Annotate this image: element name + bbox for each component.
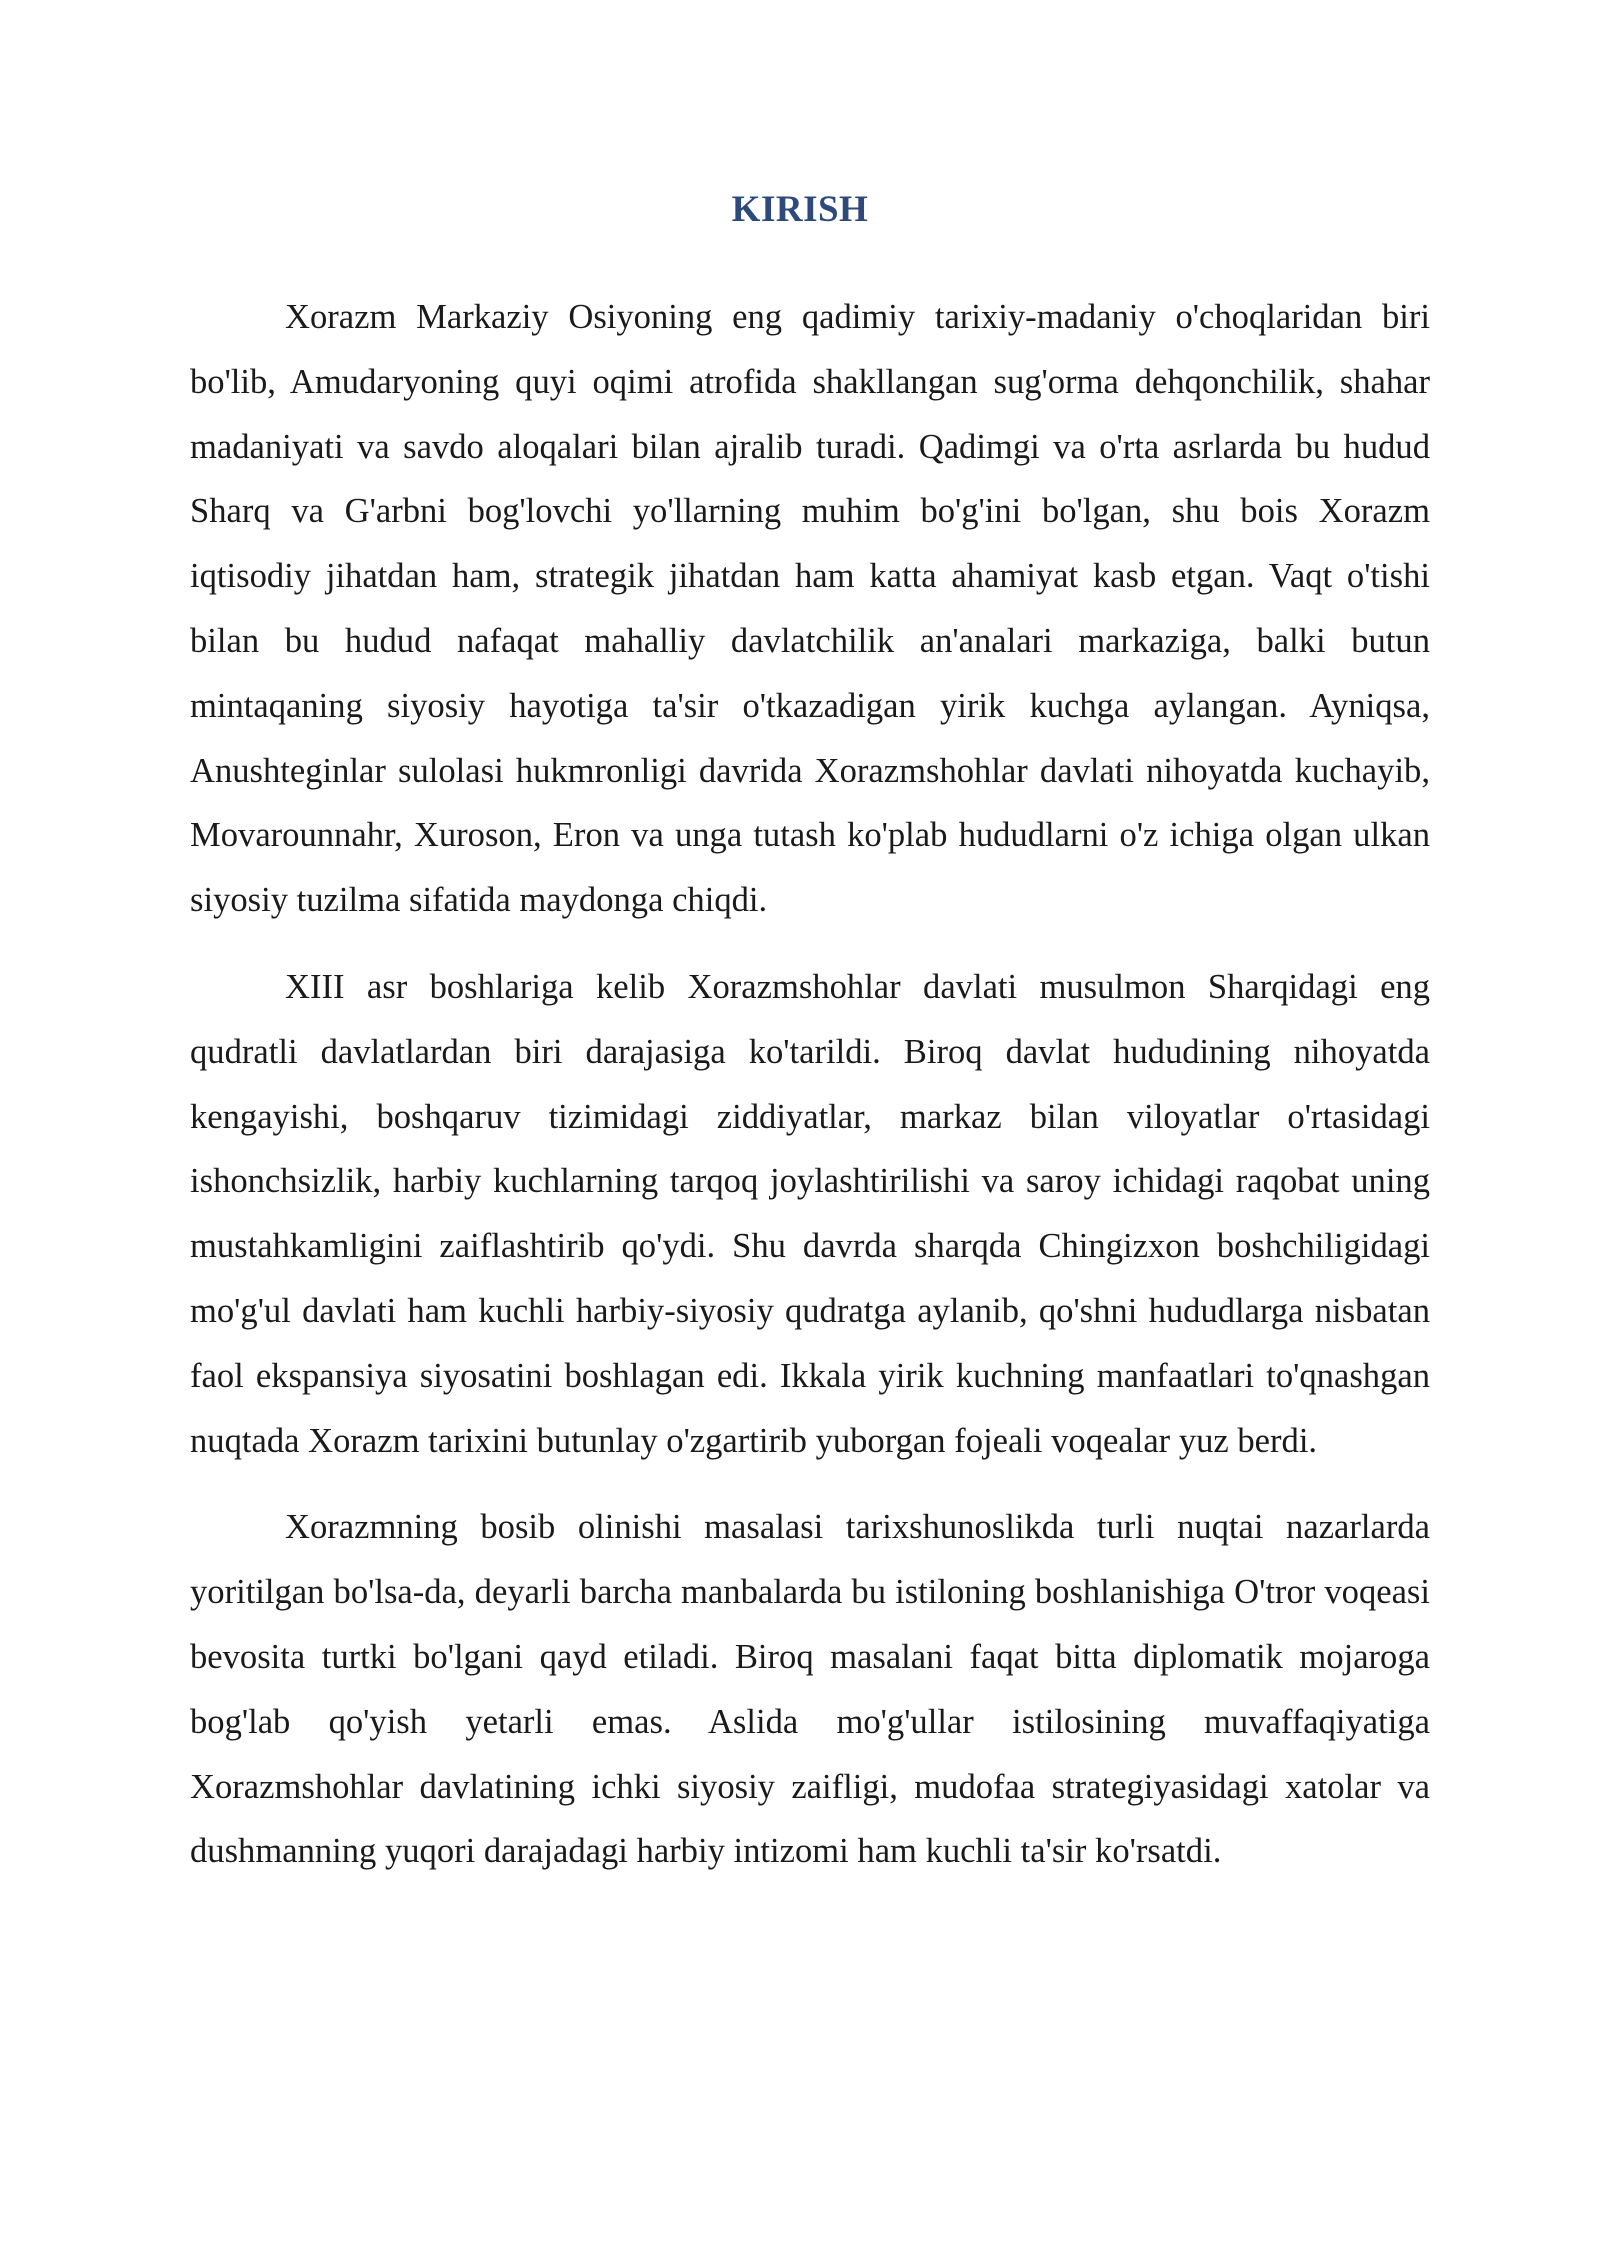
document-body [190,285,1430,1906]
paragraph-1: Xorazm Markaziy Osiyoning eng qadimiy tarixiy-madaniy o'choqlaridan biri bo'lib, Amudaryoning quyi oqimi atrofida shakllangan sug'orma dehqonchilik, shahar madaniyati va savdo aloqalari bilan ajralib turadi. Qadimgi va o'rta asrlarda bu hudud Sharq va G'arbni bog'lovchi yo'llarning muhim bo'g'ini bo'lgan, shu bois Xorazm iqtisodiy jihatdan ham, strategik jihatdan ham katta ahamiyat kasb etgan. Vaqt o'tishi bilan bu hudud nafaqat mahalliy davlatchilik an'analari markaziga, balki butun mintaqaning siyosiy hayotiga ta'sir o'tkazadigan yirik kuchga aylangan. Ayniqsa, Anushteginlar sulolasi hukmronligi davrida Xorazmshohlar davlati nihoyatda kuchayib, Movarounnahr, Xuroson, Eron va unga tutash ko'plab hududlarni o'z ichiga olgan ulkan siyosiy tuzilma sifatida maydonga chiqdi. [190,298,1430,920]
page-title: KIRISH [731,189,869,230]
paragraph-2: XIII asr boshlariga kelib Xorazmshohlar davlati musulmon Sharqidagi eng qudratli davlatlardan biri darajasiga ko'tarildi. Biroq davlat hududining nihoyatda kengayishi, boshqaruv tizimidagi ziddiyatlar, markaz bilan viloyatlar o'rtasidagi ishonchsizlik, harbiy kuchlarning tarqoq joylashtirilishi va saroy ichidagi raqobat uning mustahkamligini zaiflashtirib qo'ydi. Shu davrda sharqda Chingizxon boshchiligidagi mo'g'ul davlati ham kuchli harbiy-siyosiy qudratga aylanib, qo'shni hududlarga nisbatan faol ekspansiya siyosatini boshlagan edi. Ikkala yirik kuchning manfaatlari to'qnashgan nuqtada Xorazm tarixini butunlay o'zgartirib yuborgan fojeali voqealar yuz berdi. [190,967,1430,1460]
paragraph-3: Xorazmning bosib olinishi masalasi tarixshunoslikda turli nuqtai nazarlarda yoritilgan bo'lsa-da, deyarli barcha manbalarda bu istiloning boshlanishiga O'tror voqeasi bevosita turtki bo'lgani qayd etiladi. Biroq masalani faqat bitta diplomatik mojaroga bog'lab qo'yish yetarli emas. Aslida mo'g'ullar istilosining muvaffaqiyatiga Xorazmshohlar davlatining ichki siyosiy zaifligi, mudofaa strategiyasidagi xatolar va dushmanning yuqori darajadagi harbiy intizomi ham kuchli ta'sir ko'rsatdi. [190,1508,1430,1871]
